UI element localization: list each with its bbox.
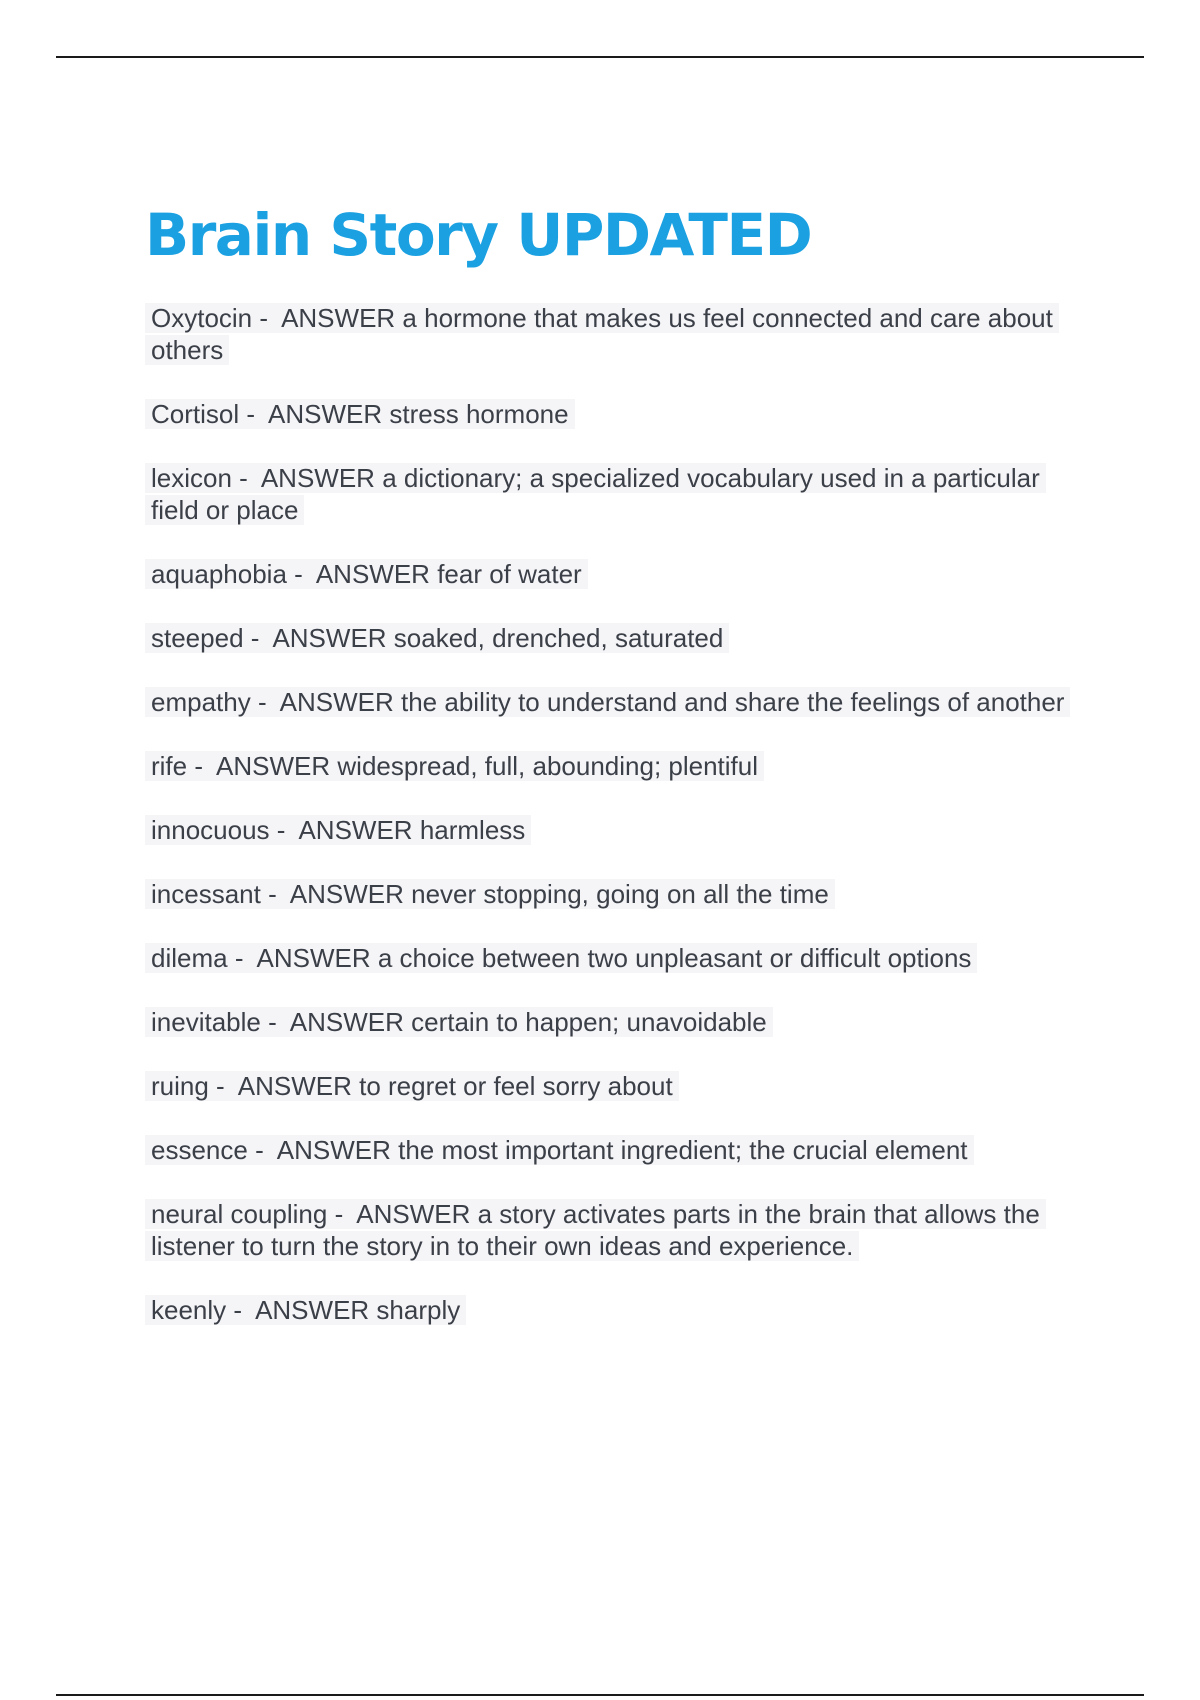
flashcard-definition: certain to happen; unavoidable	[411, 1007, 767, 1037]
flashcard-answer-label: ANSWER	[276, 1135, 391, 1165]
flashcard-entry	[145, 398, 1085, 430]
flashcard-answer-label: ANSWER	[256, 943, 371, 973]
flashcard-answer-label: ANSWER	[279, 687, 394, 717]
flashcard-answer-label: ANSWER	[216, 751, 331, 781]
flashcard-term: ruing	[151, 1071, 209, 1101]
flashcard-answer-label: ANSWER	[298, 815, 413, 845]
flashcard-separator: -	[187, 751, 217, 781]
flashcard-definition: the most important ingredient; the crucial element	[398, 1135, 968, 1165]
flashcard-separator: -	[227, 943, 257, 973]
flashcard-answer-label: ANSWER	[268, 399, 383, 429]
flashcard-entry-highlight	[145, 1071, 679, 1101]
flashcard-separator: -	[247, 1135, 277, 1165]
flashcard-term: dilema	[151, 943, 228, 973]
flashcard-separator: -	[243, 623, 273, 653]
flashcard-definition: fear of water	[437, 559, 582, 589]
flashcard-term: incessant	[151, 879, 261, 909]
flashcard-entry	[145, 942, 1085, 974]
flashcard-answer-label: ANSWER	[272, 623, 387, 653]
flashcard-term: empathy	[151, 687, 251, 717]
flashcard-separator: -	[260, 879, 290, 909]
flashcard-definition: never stopping, going on all the time	[411, 879, 829, 909]
flashcard-answer-label: ANSWER	[356, 1199, 471, 1229]
flashcard-entry	[145, 878, 1085, 910]
flashcard-definition: harmless	[419, 815, 526, 845]
flashcard-answer-label: ANSWER	[315, 559, 430, 589]
flashcard-separator: -	[231, 463, 261, 493]
flashcard-separator: -	[252, 303, 282, 333]
flashcard-answer-label: ANSWER	[237, 1071, 352, 1101]
flashcard-entry	[145, 1294, 1085, 1326]
flashcard-entry-highlight	[145, 1295, 466, 1325]
flashcard-entry-highlight	[145, 751, 764, 781]
flashcard-term: inevitable	[151, 1007, 261, 1037]
flashcard-definition: the ability to understand and share the feelings of another	[401, 687, 1065, 717]
flashcard-term: innocuous	[151, 815, 270, 845]
flashcard-entry-highlight	[145, 303, 1059, 365]
flashcard-entry	[145, 750, 1085, 782]
flashcard-entry	[145, 814, 1085, 846]
flashcard-entry	[145, 1006, 1085, 1038]
flashcard-entry-highlight	[145, 399, 575, 429]
flashcard-entry-highlight	[145, 687, 1070, 717]
flashcard-entry	[145, 302, 1085, 366]
flashcard-entry-highlight	[145, 1135, 974, 1165]
flashcard-entry	[145, 686, 1085, 718]
flashcard-entry	[145, 558, 1085, 590]
flashcard-separator: -	[286, 559, 316, 589]
flashcard-term: steeped	[151, 623, 244, 653]
header-rule	[56, 56, 1144, 58]
flashcard-entry-highlight	[145, 559, 588, 589]
flashcard-entry	[145, 1070, 1085, 1102]
flashcard-answer-label: ANSWER	[289, 1007, 404, 1037]
flashcard-list	[145, 302, 1085, 1358]
flashcard-definition: a story activates parts in the brain that allows the listener to turn the story in to their own ideas and experience.	[151, 1199, 1040, 1261]
flashcard-separator: -	[250, 687, 280, 717]
flashcard-separator: -	[239, 399, 269, 429]
flashcard-term: keenly	[151, 1295, 227, 1325]
flashcard-definition: soaked, drenched, saturated	[393, 623, 724, 653]
flashcard-entry-highlight	[145, 1199, 1046, 1261]
flashcard-definition: widespread, full, abounding; plentiful	[337, 751, 759, 781]
flashcard-entry-highlight	[145, 879, 835, 909]
flashcard-entry-highlight	[145, 943, 977, 973]
footer-rule	[56, 1694, 1144, 1696]
flashcard-term: aquaphobia	[151, 559, 287, 589]
flashcard-definition: a choice between two unpleasant or difficult options	[377, 943, 972, 973]
flashcard-definition: a dictionary; a specialized vocabulary used in a particular field or place	[151, 463, 1040, 525]
flashcard-entry	[145, 622, 1085, 654]
flashcard-definition: stress hormone	[389, 399, 569, 429]
flashcard-entry-highlight	[145, 463, 1046, 525]
flashcard-term: Oxytocin	[151, 303, 253, 333]
flashcard-term: lexicon	[151, 463, 232, 493]
flashcard-separator: -	[327, 1199, 357, 1229]
flashcard-entry-highlight	[145, 623, 729, 653]
flashcard-definition: a hormone that makes us feel connected and care about others	[151, 303, 1053, 365]
flashcard-entry-highlight	[145, 815, 531, 845]
flashcard-term: essence	[151, 1135, 248, 1165]
flashcard-term: rife	[151, 751, 188, 781]
flashcard-definition: sharply	[376, 1295, 461, 1325]
flashcard-separator: -	[260, 1007, 290, 1037]
page-title: Brain Story UPDATED	[145, 201, 812, 269]
flashcard-entry	[145, 1134, 1085, 1166]
flashcard-entry	[145, 1198, 1085, 1262]
flashcard-entry	[145, 462, 1085, 526]
flashcard-term: neural coupling	[151, 1199, 328, 1229]
flashcard-separator: -	[226, 1295, 256, 1325]
flashcard-definition: to regret or feel sorry about	[359, 1071, 673, 1101]
flashcard-term: Cortisol	[151, 399, 240, 429]
flashcard-answer-label: ANSWER	[289, 879, 404, 909]
flashcard-answer-label: ANSWER	[255, 1295, 370, 1325]
flashcard-separator: -	[208, 1071, 238, 1101]
flashcard-entry-highlight	[145, 1007, 773, 1037]
flashcard-answer-label: ANSWER	[260, 463, 375, 493]
flashcard-answer-label: ANSWER	[281, 303, 396, 333]
flashcard-separator: -	[269, 815, 299, 845]
